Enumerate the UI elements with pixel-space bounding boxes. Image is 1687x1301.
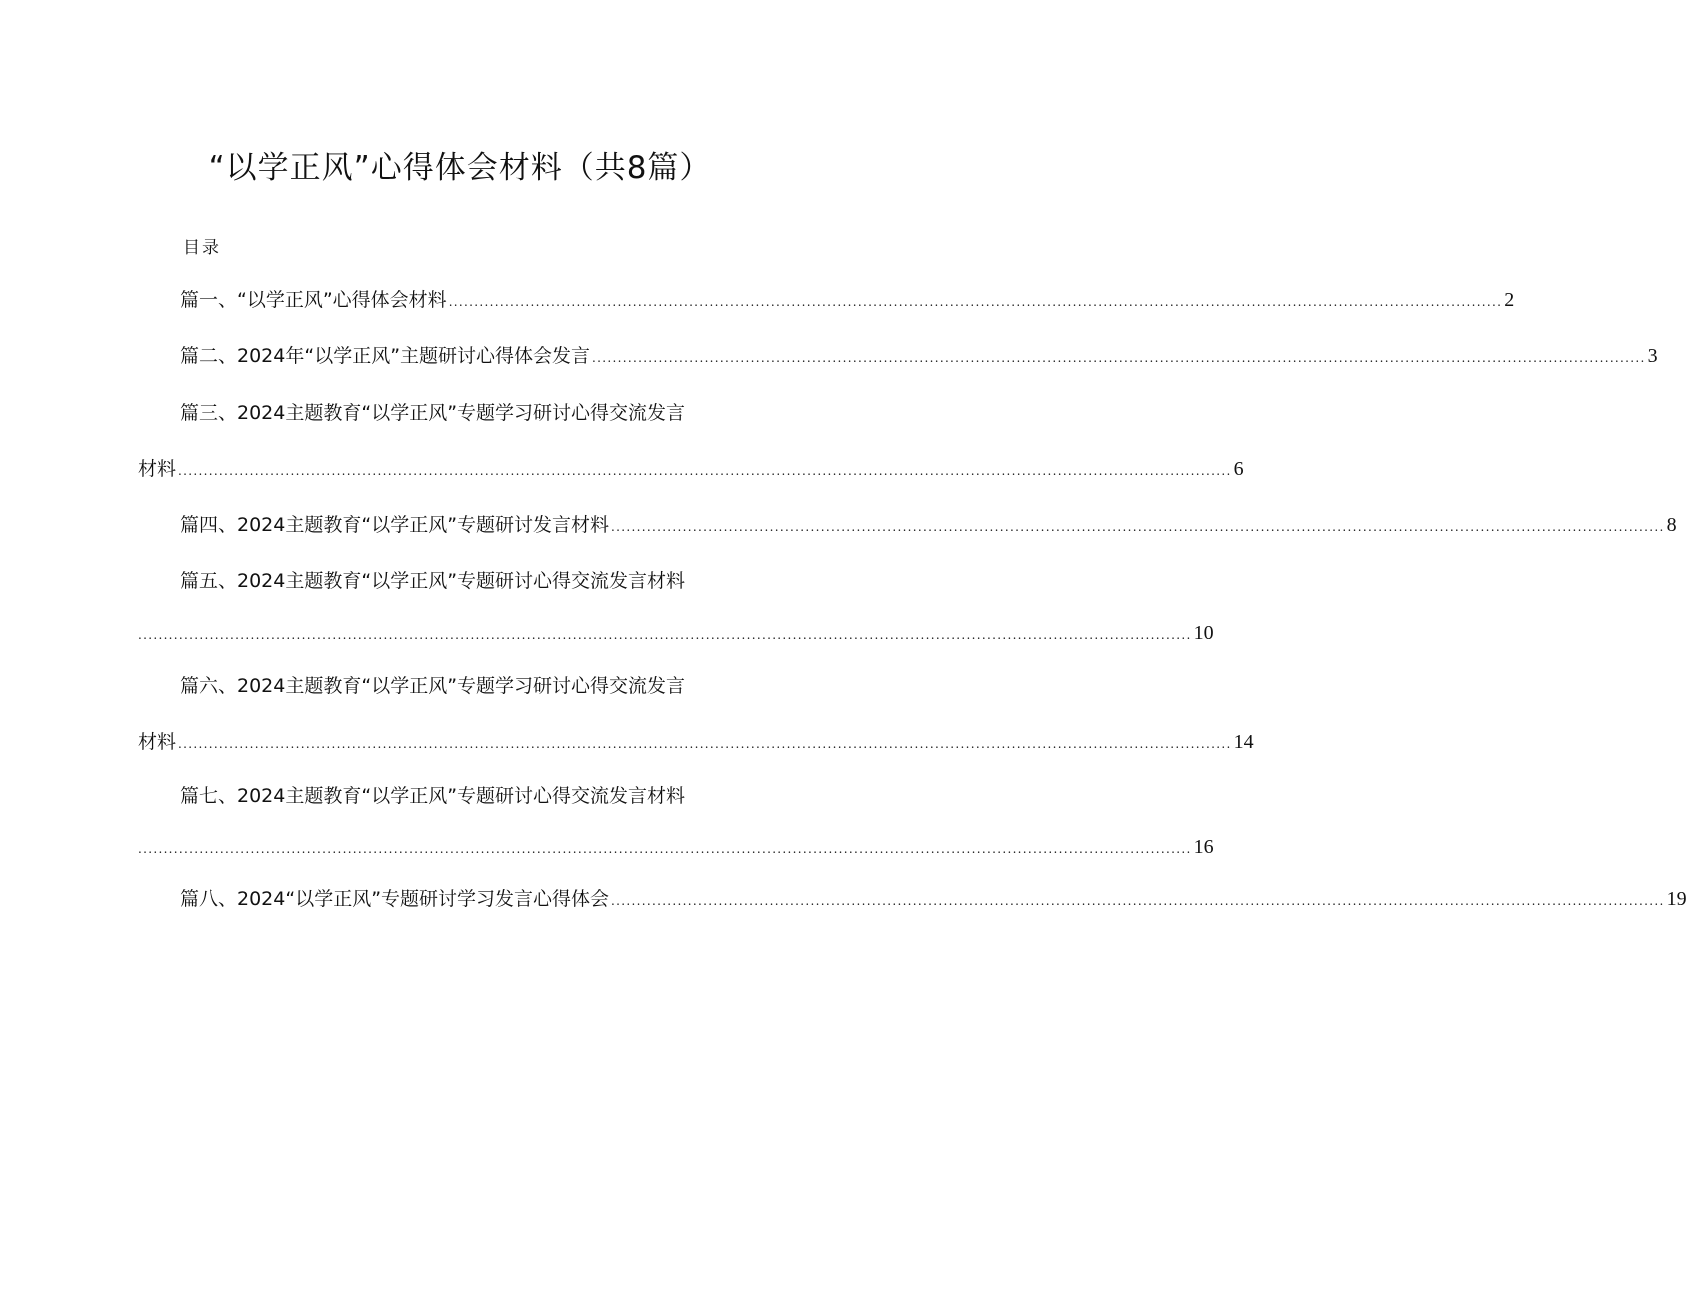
toc-entry-5-line-1[interactable] xyxy=(180,567,777,595)
toc-page-number: 16 xyxy=(1193,836,1214,858)
toc-entry-3-line-2[interactable] xyxy=(138,455,1244,485)
toc-entry-4[interactable] xyxy=(180,511,1677,541)
toc-page-number: 6 xyxy=(1233,458,1244,480)
toc-entry-label: 篇八、2024 xyxy=(180,888,286,910)
toc-entry-1[interactable] xyxy=(180,286,1515,316)
toc-entry-label: 篇六、2024主题教育“以学正风”专题学习研讨心得交流发言 xyxy=(180,675,686,697)
toc-entry-label: 篇七、2024主题教育“以学正风”专题研讨心得交流发言材料 xyxy=(180,785,686,807)
toc-page-number: 8 xyxy=(1666,514,1677,536)
toc-page-number: 3 xyxy=(1647,345,1658,367)
dot-leader: .............................................................................................................................................................................................................. xyxy=(448,295,1503,309)
dot-leader: .............................................................................................................................................................................................................. xyxy=(138,842,1192,856)
toc-entry-label: 篇一、“以学正风”心得体会材料 xyxy=(180,289,447,311)
toc-entry-6-line-1[interactable] xyxy=(180,672,777,700)
toc-entry-label: 篇三、2024主题教育“以学正风”专题学习研讨心得交流发言 xyxy=(180,402,686,424)
dot-leader: .............................................................................................................................................................................................................. xyxy=(178,464,1232,478)
dot-leader: .............................................................................................................................................................................................................. xyxy=(138,628,1192,642)
toc-page-number: 10 xyxy=(1193,622,1214,644)
page-title: “以学正风”心得体会材料（共8篇） xyxy=(208,150,712,186)
toc-entry-7-line-2[interactable] xyxy=(138,833,1214,863)
toc-entry-5-line-2[interactable] xyxy=(138,619,1214,649)
toc-entry-6-line-2[interactable] xyxy=(138,728,1254,758)
toc-entry-2[interactable] xyxy=(180,342,1658,372)
toc-entry-3-line-1[interactable] xyxy=(180,399,777,427)
toc-entry-label: 篇五、2024主题教育“以学正风”专题研讨心得交流发言材料 xyxy=(180,570,686,592)
toc-entry-label-continued: 材料 xyxy=(138,458,177,480)
toc-page-number: 19 xyxy=(1666,888,1687,910)
toc-heading: 目录 xyxy=(183,238,221,258)
toc-entry-8[interactable] xyxy=(180,885,1687,915)
dot-leader: .............................................................................................................................................................................................................. xyxy=(592,351,1646,365)
dot-leader: .............................................................................................................................................................................................................. xyxy=(611,894,1665,908)
dot-leader: .............................................................................................................................................................................................................. xyxy=(178,737,1232,751)
toc-page-number: 14 xyxy=(1233,731,1254,753)
toc-entry-label-continued: “以学正风”专题研讨学习发言心得体会 xyxy=(285,888,610,910)
dot-leader: .............................................................................................................................................................................................................. xyxy=(611,520,1665,534)
toc-entry-label: 篇二、2024年“以学正风”主题研讨心得体会发言 xyxy=(180,345,591,367)
toc-page-number: 2 xyxy=(1504,289,1515,311)
toc-entry-label-continued: 材料 xyxy=(138,731,177,753)
toc-entry-7-line-1[interactable] xyxy=(180,782,777,810)
toc-entry-label: 篇四、2024主题教育“以学正风”专题研讨发言材料 xyxy=(180,514,610,536)
